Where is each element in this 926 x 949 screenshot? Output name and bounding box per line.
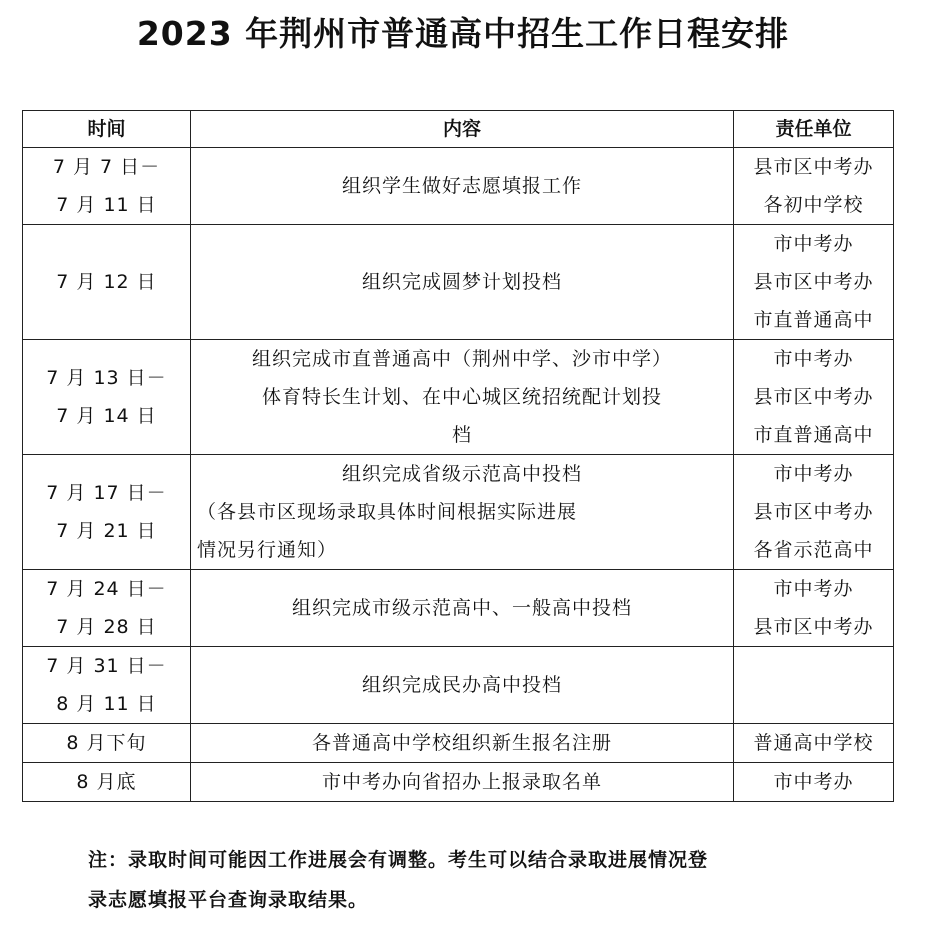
content-line: 组织学生做好志愿填报工作	[341, 175, 582, 197]
content-line: 各普通高中学校组织新生报名注册	[311, 732, 612, 754]
time-line: 8 月底	[76, 771, 137, 793]
content-cell	[191, 225, 734, 340]
content-line: 市中考办向省招办上报录取名单	[321, 771, 602, 793]
content-line: 组织完成民办高中投档	[361, 674, 562, 696]
table-row	[23, 340, 894, 455]
unit-line: 县市区中考办	[753, 271, 874, 293]
time-line: 7 月 7 日－	[52, 156, 161, 178]
footnote-line: 注：录取时间可能因工作进展会有调整。考生可以结合录取进展情况登	[88, 849, 709, 871]
content-cell	[191, 148, 734, 225]
content-line: 档	[451, 424, 472, 446]
time-line: 7 月 14 日	[56, 405, 157, 427]
units-cell	[734, 763, 894, 802]
units-cell	[734, 225, 894, 340]
unit-line: 市中考办	[773, 463, 854, 485]
footnote	[88, 840, 868, 920]
time-cell	[23, 570, 191, 647]
content-cell	[191, 724, 734, 763]
units-cell	[734, 570, 894, 647]
time-cell	[23, 340, 191, 455]
unit-line: 普通高中学校	[753, 732, 874, 754]
content-line: 组织完成市级示范高中、一般高中投档	[291, 597, 632, 619]
time-line: 7 月 28 日	[56, 616, 157, 638]
header-units: 责任单位	[734, 111, 894, 148]
content-cell	[191, 455, 734, 570]
time-cell	[23, 724, 191, 763]
units-cell	[734, 340, 894, 455]
unit-line: 县市区中考办	[753, 616, 874, 638]
time-line: 8 月 11 日	[56, 693, 157, 715]
table-row	[23, 148, 894, 225]
table-header-row	[23, 111, 894, 148]
unit-line: 县市区中考办	[753, 156, 874, 178]
schedule-table	[22, 110, 894, 802]
table-row	[23, 724, 894, 763]
unit-line: 各初中学校	[763, 194, 864, 216]
content-cell	[191, 570, 734, 647]
content-cell	[191, 340, 734, 455]
time-line: 7 月 24 日－	[46, 578, 167, 600]
unit-line: 市直普通高中	[753, 424, 874, 446]
content-line: 体育特长生计划、在中心城区统招统配计划投	[261, 386, 662, 408]
time-line: 7 月 11 日	[56, 194, 157, 216]
unit-line: 市中考办	[773, 771, 854, 793]
unit-line: 市直普通高中	[753, 309, 874, 331]
footnote-line: 录志愿填报平台查询录取结果。	[88, 889, 369, 911]
table-row	[23, 225, 894, 340]
units-cell	[734, 647, 894, 724]
time-cell	[23, 647, 191, 724]
time-cell	[23, 148, 191, 225]
table-row	[23, 763, 894, 802]
units-cell	[734, 148, 894, 225]
header-time: 时间	[23, 111, 191, 148]
content-line: 组织完成市直普通高中（荆州中学、沙市中学）	[251, 348, 672, 370]
units-cell	[734, 455, 894, 570]
time-line: 7 月 21 日	[56, 520, 157, 542]
time-cell	[23, 225, 191, 340]
page-title: 2023 年荆州市普通高中招生工作日程安排	[136, 14, 790, 53]
unit-line: 县市区中考办	[753, 501, 874, 523]
content-line: 组织完成省级示范高中投档	[341, 463, 582, 485]
table-row	[23, 570, 894, 647]
time-line: 7 月 17 日－	[46, 482, 167, 504]
time-line: 7 月 12 日	[56, 271, 157, 293]
time-cell	[23, 455, 191, 570]
content-cell	[191, 763, 734, 802]
table-row	[23, 647, 894, 724]
content-line: 情况另行通知）	[197, 539, 338, 561]
unit-line: 县市区中考办	[753, 386, 874, 408]
unit-line: 市中考办	[773, 348, 854, 370]
time-line: 7 月 13 日－	[46, 367, 167, 389]
unit-line: 各省示范高中	[753, 539, 874, 561]
header-content: 内容	[191, 111, 734, 148]
content-line: 组织完成圆梦计划投档	[361, 271, 562, 293]
content-cell	[191, 647, 734, 724]
time-line: 7 月 31 日－	[46, 655, 167, 677]
table-row	[23, 455, 894, 570]
time-cell	[23, 763, 191, 802]
units-cell	[734, 724, 894, 763]
content-line: （各县市区现场录取具体时间根据实际进展	[197, 501, 578, 523]
unit-line: 市中考办	[773, 233, 854, 255]
unit-line: 市中考办	[773, 578, 854, 600]
time-line: 8 月下旬	[66, 732, 147, 754]
